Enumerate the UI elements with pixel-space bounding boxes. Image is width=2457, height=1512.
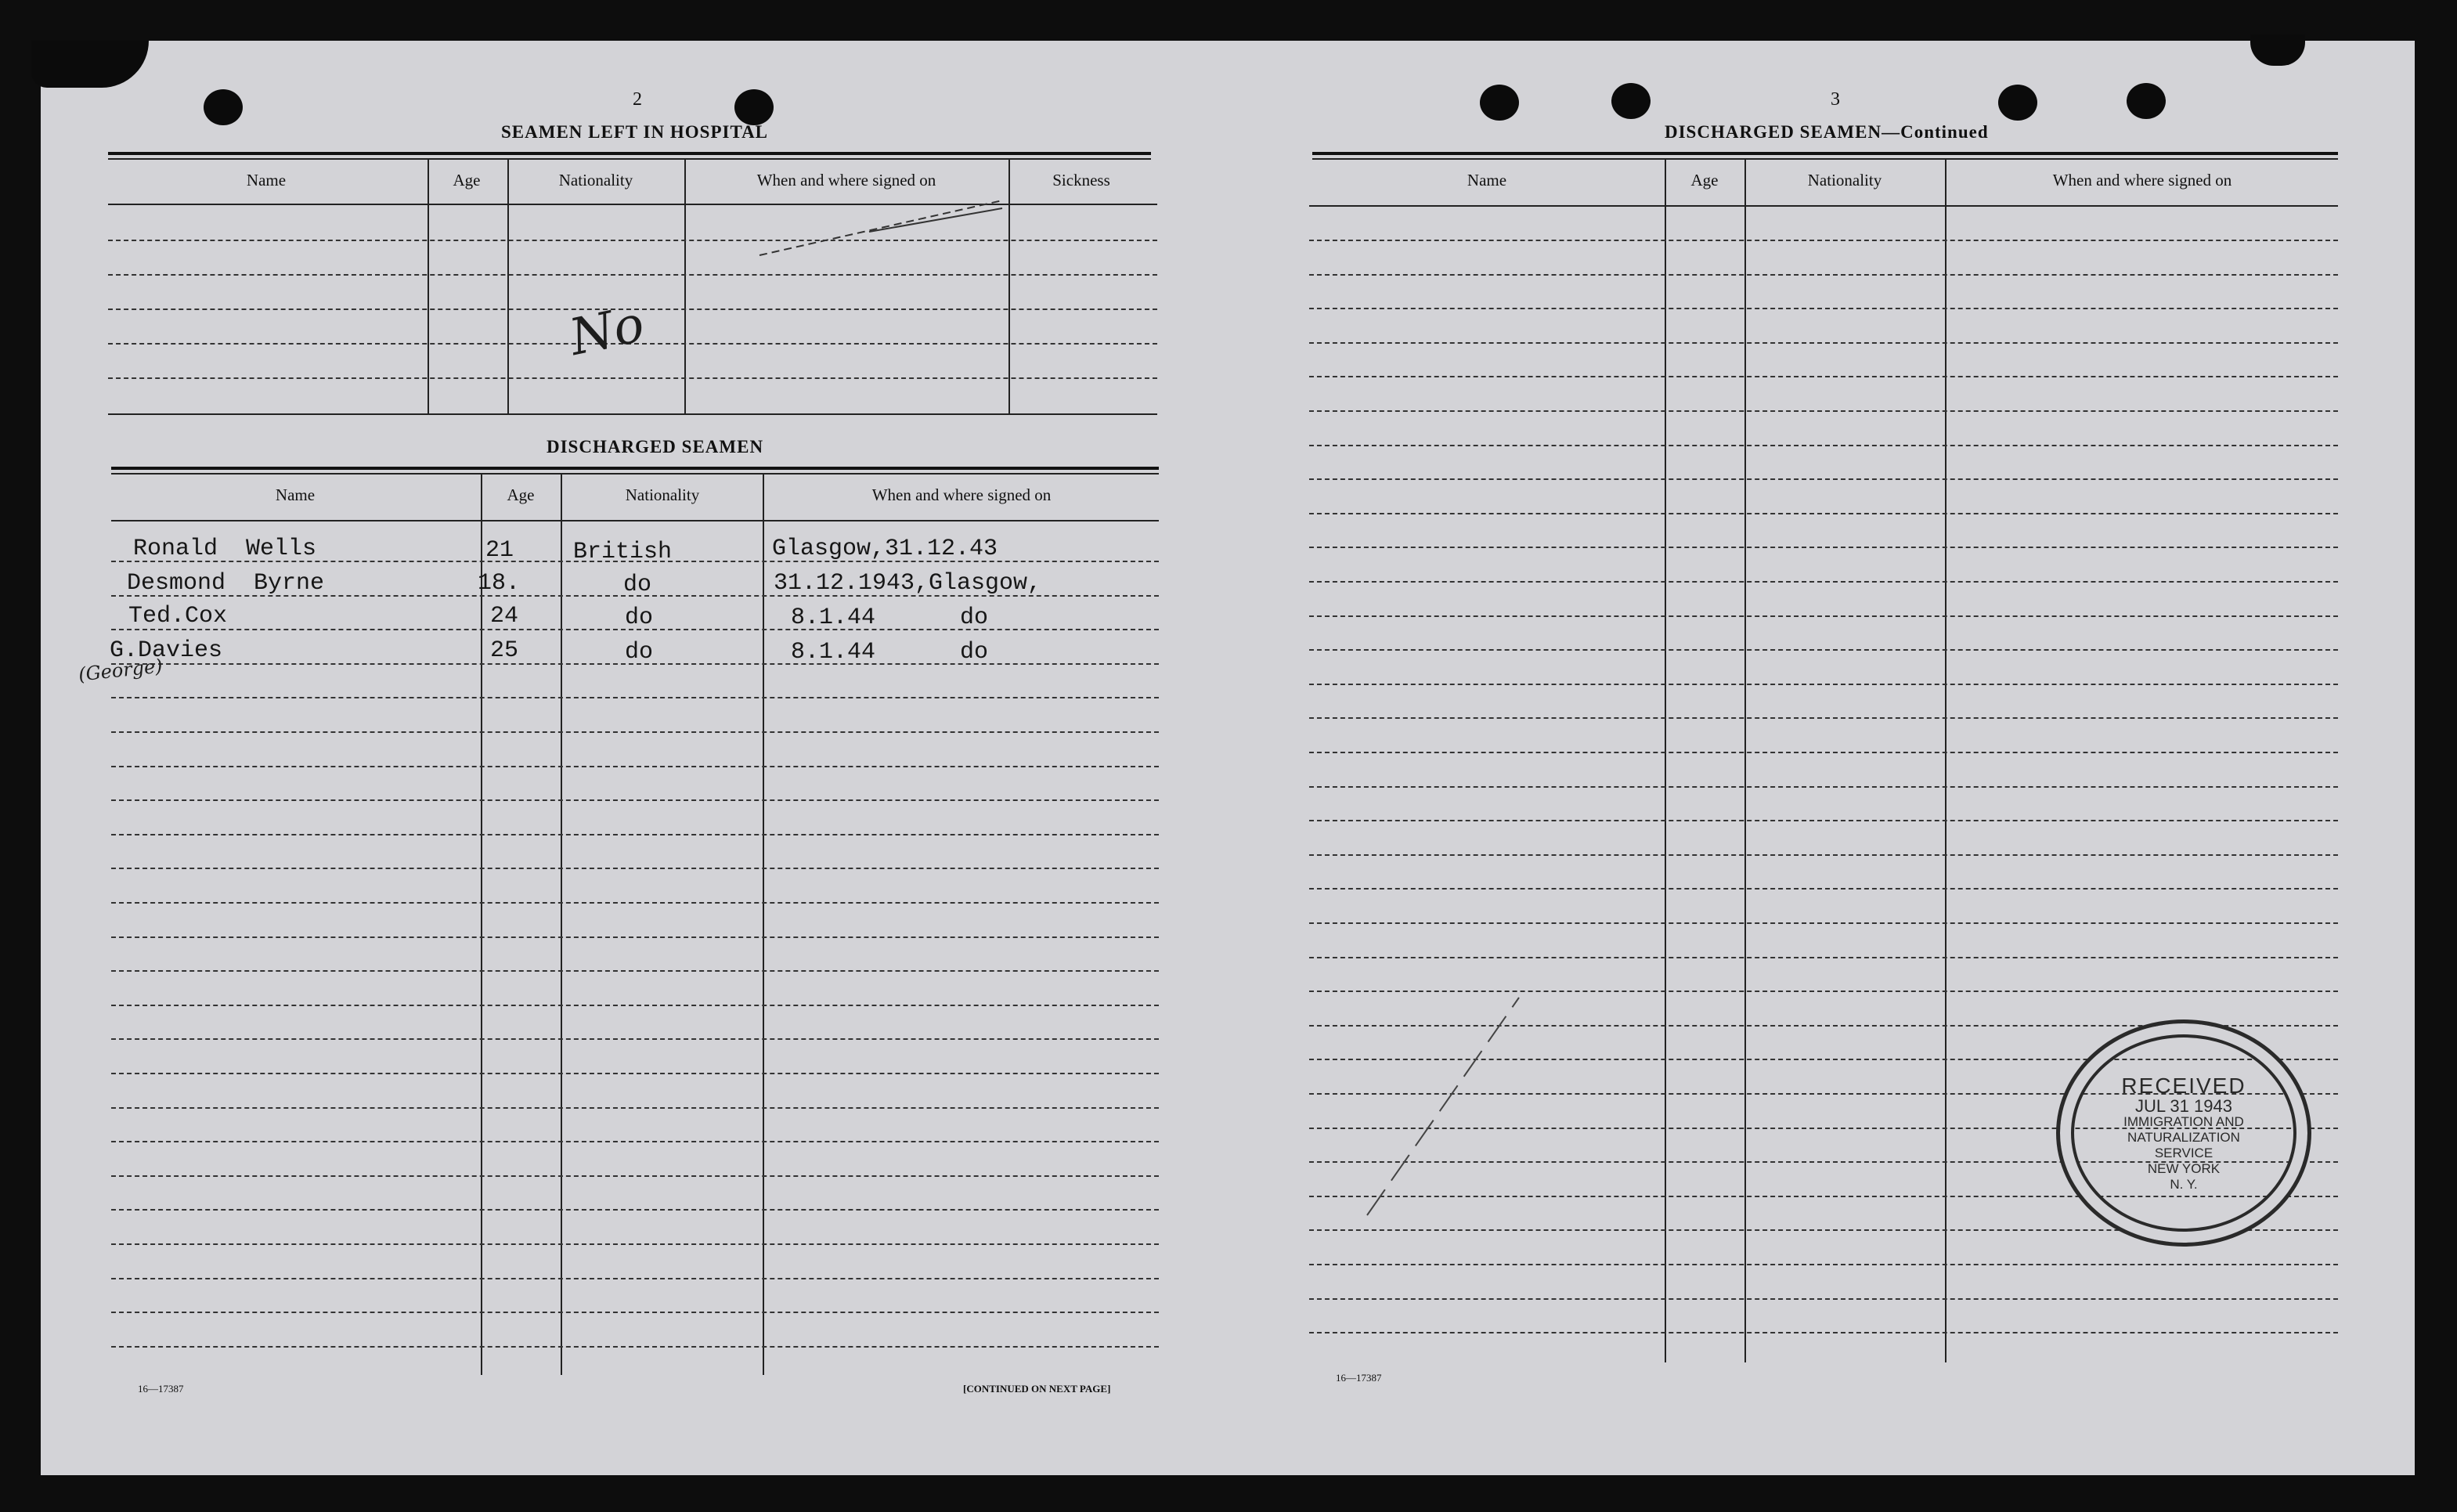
row-1-name: Ronald Wells	[133, 536, 317, 562]
row-rule	[111, 1243, 1159, 1245]
row-rule	[108, 377, 1157, 379]
row-rule	[1309, 478, 2338, 480]
pen-stroke	[752, 193, 1010, 263]
stamp-line-date: JUL 31 1943	[2135, 1096, 2232, 1116]
row-rule	[1309, 581, 2338, 583]
row-rule	[1309, 786, 2338, 788]
row-1-age: 21	[485, 537, 514, 564]
rule	[1312, 158, 2338, 160]
row-rule	[1309, 854, 2338, 856]
col-divider	[763, 475, 764, 1375]
col-header-signed-on: When and where signed on	[871, 485, 1052, 504]
row-rule	[111, 766, 1159, 767]
row-rule	[111, 1278, 1159, 1279]
stamp-line-4: NATURALIZATION	[2127, 1130, 2240, 1145]
row-1-nationality: British	[573, 539, 673, 565]
received-stamp	[2056, 1019, 2311, 1247]
col-header-nationality: Nationality	[625, 485, 700, 504]
col-header-name: Name	[246, 171, 287, 189]
header-bottom-rule	[111, 520, 1159, 521]
col-header-signed-on: When and where signed on	[756, 171, 936, 189]
col-divider	[1665, 160, 1666, 1362]
row-3-age: 24	[490, 603, 519, 630]
col-divider	[1744, 160, 1746, 1362]
hospital-table-bottom-rule	[108, 413, 1157, 415]
row-rule	[1309, 445, 2338, 446]
row-rule	[1309, 1298, 2338, 1300]
stamp-line-3: IMMIGRATION AND	[2123, 1114, 2244, 1129]
binding-hole	[2127, 83, 2166, 119]
row-rule	[1309, 615, 2338, 617]
row-rule	[1309, 274, 2338, 276]
row-rule	[111, 799, 1159, 801]
row-rule	[111, 1141, 1159, 1142]
row-rule	[1309, 376, 2338, 377]
stamp-line-received: RECEIVED	[2121, 1074, 2246, 1098]
row-rule	[111, 902, 1159, 904]
col-header-name: Name	[1467, 171, 1507, 189]
discharged-table-title: DISCHARGED SEAMEN	[547, 437, 764, 456]
row-4-signed-on: 8.1.44 do	[791, 639, 989, 666]
row-rule	[1309, 752, 2338, 753]
row-2-age: 18.	[478, 570, 521, 597]
row-rule	[1309, 957, 2338, 958]
row-rule	[111, 970, 1159, 972]
col-divider	[1945, 160, 1946, 1362]
col-divider	[481, 475, 482, 1375]
col-header-age: Age	[507, 485, 535, 504]
right-title-main: DISCHARGED SEAMEN	[1665, 122, 1882, 142]
row-rule	[1309, 547, 2338, 548]
row-rule	[1309, 308, 2338, 309]
row-3-name: Ted.Cox	[128, 603, 228, 630]
row-3-signed-on: 8.1.44 do	[791, 604, 989, 631]
col-header-nationality: Nationality	[558, 171, 633, 189]
row-rule	[111, 731, 1159, 733]
row-2-name: Desmond Byrne	[127, 570, 325, 597]
row-rule	[111, 936, 1159, 938]
row-rule	[1309, 717, 2338, 719]
row-rule	[111, 1312, 1159, 1313]
header-bottom-rule	[1309, 205, 2338, 207]
row-rule	[111, 1107, 1159, 1109]
stamp-line-6: NEW YORK	[2147, 1161, 2221, 1176]
row-4-nationality: do	[625, 639, 654, 666]
col-header-nationality: Nationality	[1807, 171, 1882, 189]
hospital-table-title: SEAMEN LEFT IN HOSPITAL	[501, 122, 769, 142]
row-rule	[111, 1175, 1159, 1177]
binding-hole	[1611, 83, 1651, 119]
row-4-age: 25	[490, 637, 519, 664]
row-rule	[108, 274, 1157, 276]
binding-hole	[734, 89, 774, 125]
row-rule	[111, 1073, 1159, 1074]
handwritten-annotation: (George)	[77, 655, 164, 686]
right-table-top-rule	[1312, 152, 2338, 155]
row-rule	[111, 1038, 1159, 1040]
discharged-table-top-rule	[111, 467, 1159, 470]
row-rule	[1309, 888, 2338, 890]
form-number-right: 16—17387	[1336, 1372, 1382, 1384]
col-divider	[428, 160, 429, 413]
page-number-right: 3	[1831, 89, 1840, 110]
rule	[108, 158, 1151, 160]
right-title-suffix: —Continued	[1882, 122, 1989, 142]
hospital-table-top-rule	[108, 152, 1151, 155]
col-header-age: Age	[1690, 171, 1719, 189]
col-header-name: Name	[275, 485, 316, 504]
row-rule	[1309, 1332, 2338, 1333]
col-header-age: Age	[453, 171, 481, 189]
row-rule	[1309, 1264, 2338, 1265]
row-rule	[111, 1005, 1159, 1006]
row-rule	[1309, 649, 2338, 651]
row-4-name: G.Davies	[110, 637, 223, 664]
row-rule	[1309, 922, 2338, 924]
col-divider	[561, 475, 562, 1375]
col-divider	[507, 160, 509, 413]
row-rule	[1309, 684, 2338, 685]
handwritten-no: No	[565, 294, 650, 368]
row-rule	[111, 834, 1159, 835]
row-3-nationality: do	[625, 604, 654, 631]
form-number-left: 16—17387	[138, 1383, 184, 1395]
stamp-line-7: N. Y.	[2170, 1177, 2198, 1192]
row-rule	[111, 1346, 1159, 1348]
row-rule	[1309, 342, 2338, 344]
row-rule	[111, 868, 1159, 869]
pen-stroke	[1362, 987, 1542, 1222]
stamp-line-5: SERVICE	[2154, 1146, 2213, 1160]
row-1-signed-on: Glasgow,31.12.43	[772, 536, 998, 562]
col-header-signed-on: When and where signed on	[2052, 171, 2232, 189]
row-rule	[1309, 410, 2338, 412]
page-number-left: 2	[633, 89, 642, 110]
binding-hole	[1998, 85, 2037, 121]
row-rule	[111, 1209, 1159, 1211]
row-rule	[111, 697, 1159, 698]
row-2-signed-on: 31.12.1943,Glasgow,	[774, 570, 1042, 597]
row-rule	[1309, 820, 2338, 821]
rule	[111, 473, 1159, 475]
document-paper	[41, 41, 2415, 1475]
row-rule	[1309, 240, 2338, 241]
continued-note: [CONTINUED ON NEXT PAGE]	[963, 1383, 1111, 1395]
row-2-nationality: do	[623, 572, 652, 598]
right-page-title	[1665, 122, 1989, 143]
binding-hole	[204, 89, 243, 125]
row-rule	[1309, 513, 2338, 514]
col-header-sickness: Sickness	[1052, 171, 1110, 189]
col-divider	[684, 160, 686, 413]
binding-hole	[1480, 85, 1519, 121]
